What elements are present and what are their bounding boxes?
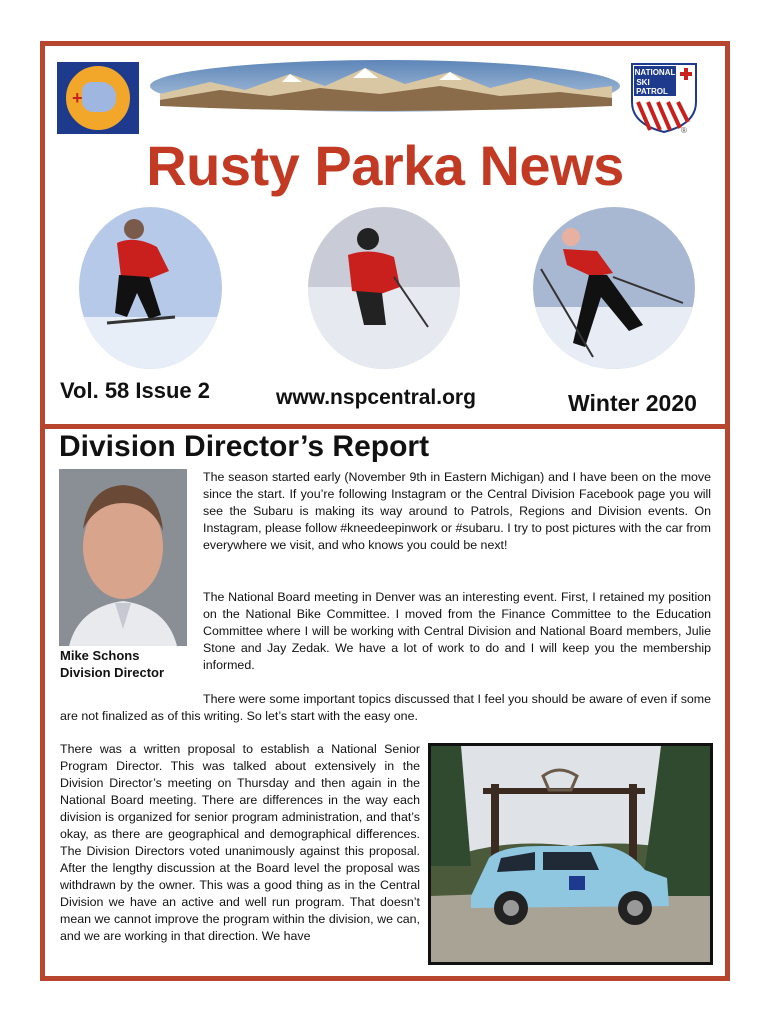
national-ski-patrol-logo — [630, 62, 698, 134]
article-title: Division Director’s Report — [59, 430, 430, 463]
author-name: Mike Schons — [60, 648, 140, 663]
skier-photo-1 — [79, 207, 222, 369]
skier-photo-2 — [308, 207, 460, 369]
issue-season: Winter 2020 — [568, 390, 697, 416]
author-caption — [60, 647, 164, 681]
article-paragraph: There was a written proposal to establish a National Senior Program Director. This was talked about extensively in the Division Director’s meeting on Thursday and then again in the National Board meeting. There are differences in the way each division is organized for senior program administration, and that’s okay, as there are geographical and demographical differences. The Division Directors voted unanimously against this proposal. After the lengthy discussion at the Board level the proposal was withdrawn by the owner. This was a good thing as in the Central Division we have an active and well run program. That doesn’t mean we cannot improve the program within the division, we can, and we are working in that direction. We have — [60, 742, 420, 943]
registered-mark: ® — [681, 126, 687, 135]
nsp-logo-line-3: PATROL — [636, 87, 668, 96]
mountain-banner-image — [150, 60, 620, 112]
website-url[interactable]: www.nspcentral.org — [276, 386, 476, 409]
newsletter-title: Rusty Parka News — [146, 134, 624, 197]
central-division-logo — [57, 62, 139, 134]
issue-number: Vol. 58 Issue 2 — [60, 378, 211, 403]
author-portrait — [59, 469, 187, 646]
nsp-logo-line-1: NATIONAL — [634, 68, 676, 77]
masthead-divider — [40, 424, 730, 429]
subaru-car-photo — [428, 743, 713, 965]
nsp-logo-line-2: SKI — [636, 78, 650, 87]
article-paragraph: The season started early (November 9th in Eastern Michigan) and I have been on the move since the start. If you’re following Instagram or the Central Division Facebook page you will see the Subaru is making its way around to Patrols, Regions and Division events. On Instagram, please follow #kneedeepinwork or #subaru. I try to post pictures with the car from everywhere we visit, and who knows you could be next! — [203, 470, 711, 552]
skier-photo-3 — [533, 207, 695, 369]
article-paragraph: There were some important topics discussed that I feel you should be aware of even if some are not finalized as of this writing. So let’s start with the easy one. — [60, 692, 711, 723]
author-role: Division Director — [60, 665, 165, 680]
article-paragraph: The National Board meeting in Denver was an interesting event. First, I retained my position on the National Bike Committee. I moved from the Finance Committee to the Education Committee where I will be working with Central Division and National Board members, Julie Stone and Jay Zedak. We have a lot of work to do and I will keep you the membership informed. — [203, 590, 711, 672]
